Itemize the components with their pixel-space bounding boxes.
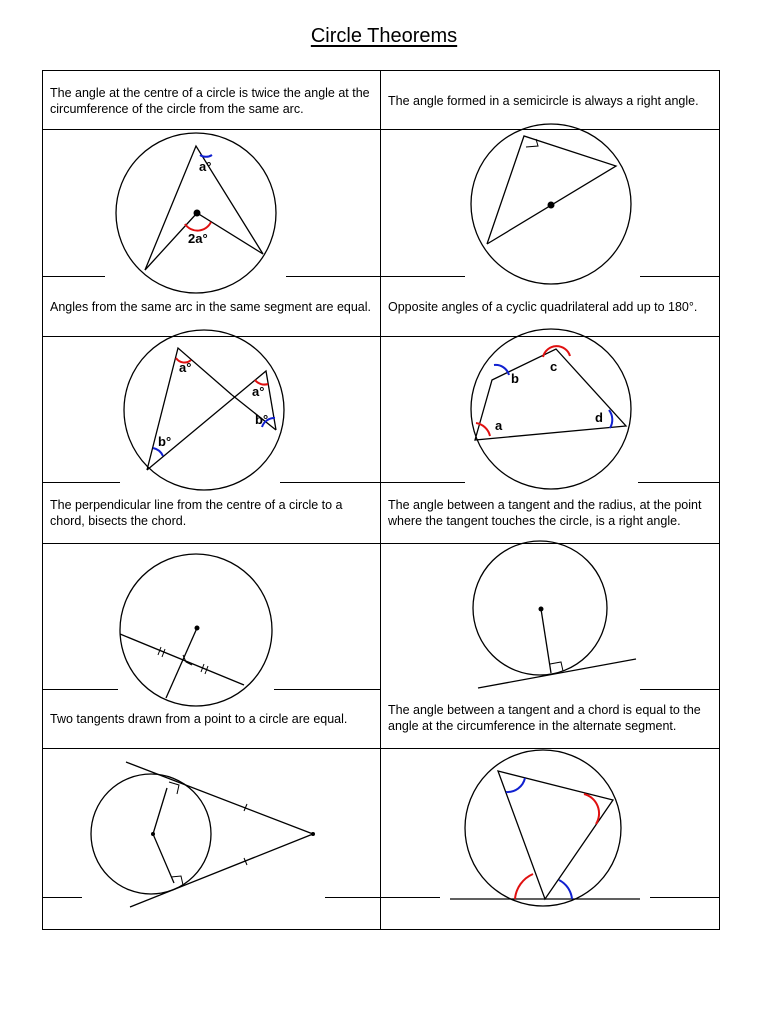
angle-label: a° — [199, 159, 212, 174]
angle-label: b° — [255, 412, 269, 427]
theorem-text: Angles from the same arc in the same segment are equal. — [50, 300, 371, 314]
angle-label: d — [595, 410, 603, 425]
angle-label: b° — [158, 434, 172, 449]
angle-label: a° — [252, 384, 265, 399]
angle-label: 2a° — [188, 231, 208, 246]
theorem-text: The angle between a tangent and a chord is equal to the angle at the circumference in the alternate segment. — [388, 703, 701, 733]
theorem-text: The angle formed in a semicircle is always a right angle. — [388, 94, 699, 108]
theorem-text: The angle between a tangent and the radius, at the point where the tangent touches the circle, is a right angle. — [388, 498, 702, 528]
angle-label: a — [495, 418, 503, 433]
angle-label: b — [511, 371, 519, 386]
theorem-text: The angle at the centre of a circle is twice the angle at the circumference of the circle from the same arc. — [50, 86, 370, 116]
angle-label: c — [550, 359, 558, 374]
page-title: Circle Theorems — [310, 25, 458, 47]
angle-label: a° — [179, 360, 192, 375]
theorem-text: Two tangents drawn from a point to a circle are equal. — [50, 712, 348, 726]
theorem-text: Opposite angles of a cyclic quadrilateral add up to 180°. — [388, 300, 698, 314]
theorem-text: The perpendicular line from the centre of a circle to a chord, bisects the chord. — [50, 498, 343, 528]
